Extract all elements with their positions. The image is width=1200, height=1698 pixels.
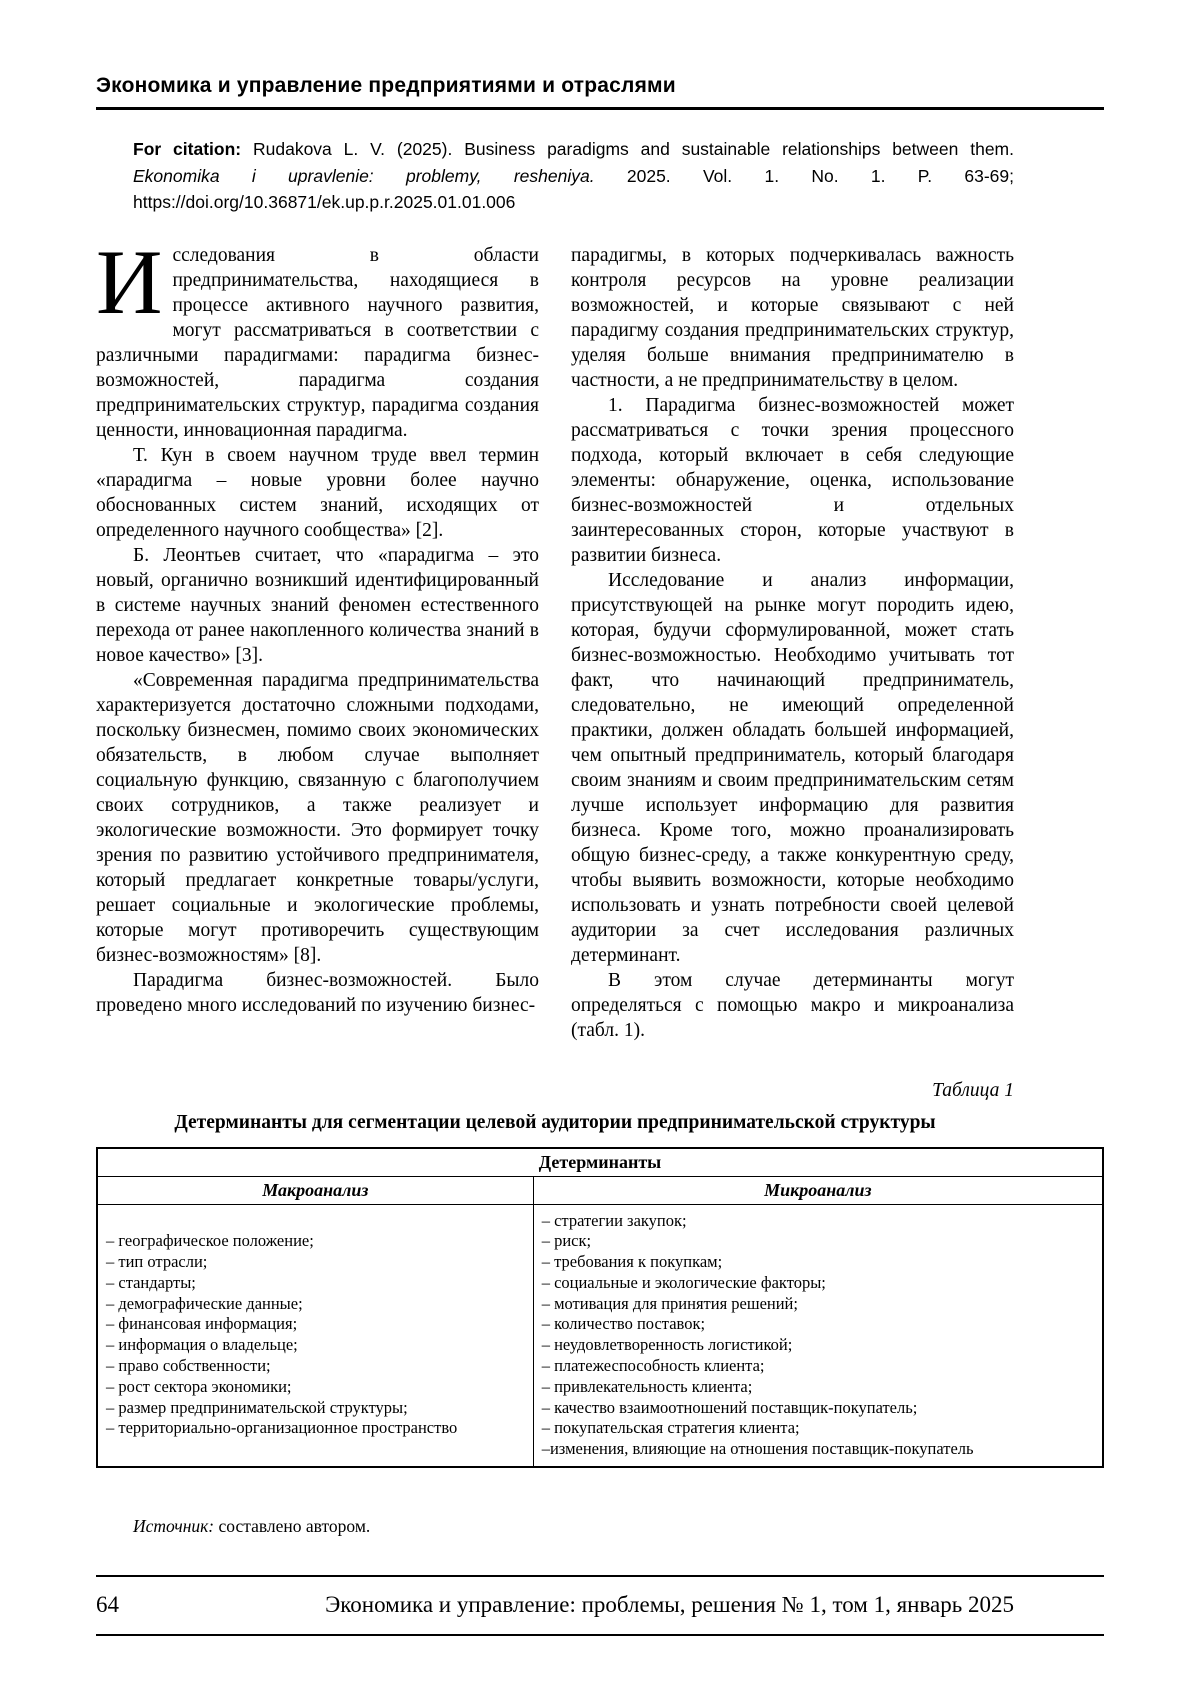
table-caption: Таблица 1 bbox=[932, 1079, 1014, 1101]
source-note bbox=[133, 1514, 1104, 1538]
table-list-item: – тип отрасли; bbox=[106, 1252, 208, 1272]
running-head: Экономика и управление предприятиями и отраслями bbox=[96, 74, 676, 97]
table-list-item: – стандарты; bbox=[106, 1272, 196, 1292]
table-list-item: – неудовлетворенность логистикой; bbox=[541, 1335, 793, 1355]
paragraph bbox=[96, 230, 539, 443]
table-list-item: – право собственности; bbox=[106, 1356, 271, 1376]
source-note-label: Источник: bbox=[133, 1516, 215, 1537]
table-list-item: – количество поставок; bbox=[541, 1314, 706, 1334]
citation-label: For citation: bbox=[133, 139, 242, 159]
paragraph: Исследование и анализ информации, присутствующей на рынке могут породить идею, которая, будучи сформулированной, может стать бизнес-возможностью. Необходимо учитывать тот факт, что начинающий предприниматель, следовательно, не имеющий определенной практики, должен обладать большей информацией, чем опытный предприниматель, который благодаря своим знаниям и своим предпринимательским сетям лучше использует информацию для развития бизнеса. Кроме того, можно проанализировать общую бизнес-среду, а также конкурентную среду, чтобы выявить возможности, которые необходимо использовать и узнать потребности своей целевой аудитории за счет исследования различных детерминант. bbox=[571, 569, 1014, 966]
column-header-macro: Макроанализ bbox=[97, 1176, 533, 1204]
table-title: Детерминанты для сегментации целевой аудитории предпринимательской структуры bbox=[174, 1111, 936, 1133]
citation-journal-title: Ekonomika i upravlenie: problemy, resheniya. bbox=[133, 165, 595, 186]
article-body bbox=[96, 230, 1014, 1043]
source-note-text: составлено автором. bbox=[218, 1516, 371, 1537]
paragraph: Б. Леонтьев считает, что «парадигма – это новый, органично возникший идентифицированный в системе научных знаний феномен естественного перехода от ранее накопленного количества знаний в новое качество» [3]. bbox=[96, 544, 539, 666]
doi-link[interactable]: https://doi.org/10.36871/ek.up.p.r.2025.01.01.006 bbox=[133, 192, 516, 212]
left-column bbox=[96, 230, 539, 1043]
table-list-item: – риск; bbox=[541, 1231, 592, 1251]
paragraph: Парадигма бизнес-возможностей. Было проведено много исследований по изучению бизнес- bbox=[96, 969, 539, 1016]
page-number: 64 bbox=[96, 1592, 119, 1617]
paragraph: парадигмы, в которых подчеркивалась важность контроля ресурсов на уровне реализации возможностей, и которые связывают с ней парадигму создания предпринимательских структур, уделяя больше внимания предпринимателю в частности, а не предпринимательству в целом. bbox=[571, 244, 1014, 391]
table-list-item: – демографические данные; bbox=[106, 1293, 303, 1313]
table-list-item: – социальные и экологические факторы; bbox=[541, 1272, 826, 1292]
table-list-item: – качество взаимоотношений поставщик-покупатель; bbox=[541, 1397, 918, 1417]
paragraph: «Современная парадигма предпринимательства характеризуется достаточно сложными подходами, поскольку бизнесмен, помимо своих экономических обязательств, в любом случае выполняет социальную функцию, связанную с благополучием своих сотрудников, а также реализует и экологические возможности. Это формирует точку зрения по развитию устойчивого предпринимателя, который предлагает конкретные товары/услуги, решает социальные и экологические проблемы, которые могут противоречить существующим бизнес-возможностям» [8]. bbox=[96, 669, 539, 966]
table-group-header: Детерминанты bbox=[97, 1148, 1103, 1177]
table-list-item: – привлекательность клиента; bbox=[541, 1376, 753, 1396]
table-list-item: – требования к покупкам; bbox=[541, 1252, 723, 1272]
table-row bbox=[97, 1204, 1103, 1467]
citation-text: Rudakova L. V. (2025). Business paradigms and sustainable relationships between them. bbox=[252, 139, 1014, 159]
table-list-item: – размер предпринимательской структуры; bbox=[106, 1397, 408, 1417]
micro-cell bbox=[533, 1204, 1103, 1467]
paragraph: 1. Парадигма бизнес-возможностей может рассматриваться с точки зрения процессного подхода, который включает в себя следующие элементы: обнаружение, оценка, использование бизнес-возможностей и отдельных заинтересованных сторон, которые участвуют в развитии бизнеса. bbox=[571, 394, 1014, 566]
citation-issue-info: 2025. Vol. 1. No. 1. P. 63-69; bbox=[626, 165, 1014, 186]
table-list-item: –изменения, влияющие на отношения поставщик-покупатель bbox=[541, 1439, 974, 1459]
table-list-item: – территориально-организационное пространство bbox=[106, 1418, 458, 1438]
footer-journal-line: Экономика и управление: проблемы, решения № 1, том 1, январь 2025 bbox=[325, 1592, 1014, 1617]
footer-row bbox=[96, 1577, 1014, 1634]
macro-cell bbox=[97, 1204, 533, 1467]
paragraph-text: сследования в области предпринимательства, находящиеся в процессе активного научного развития, могут рассматриваться в соответствии с различными парадигмами: парадигма бизнес-возможностей, парадигма создания предпринимательских структур, парадигма создания ценности, инновационная парадигма. bbox=[96, 244, 539, 441]
table-list-item: – географическое положение; bbox=[106, 1231, 314, 1251]
right-column bbox=[571, 243, 1014, 1043]
table-list-item: – рост сектора экономики; bbox=[106, 1376, 292, 1396]
drop-cap: И bbox=[96, 230, 163, 333]
header-rule bbox=[96, 107, 1104, 110]
paragraph: Т. Кун в своем научном труде ввел термин «парадигма – новые уровни более научно обоснованных систем знаний, исходящих от определенного научного сообщества» [2]. bbox=[96, 444, 539, 541]
page-footer bbox=[96, 1575, 1104, 1636]
table-list-item: – стратегии закупок; bbox=[541, 1210, 687, 1230]
citation-block bbox=[133, 136, 1014, 216]
paragraph: В этом случае детерминанты могут определяться с помощью макро и микроанализа (табл. 1). bbox=[571, 969, 1014, 1041]
determinants-table bbox=[96, 1147, 1104, 1469]
table-list-item: – покупательская стратегия клиента; bbox=[541, 1418, 800, 1438]
table-list-item: – информация о владельце; bbox=[106, 1335, 298, 1355]
column-header-micro: Микроанализ bbox=[533, 1176, 1103, 1204]
table-list-item: – финансовая информация; bbox=[106, 1314, 298, 1334]
table-list-item: – мотивация для принятия решений; bbox=[541, 1293, 798, 1313]
table-list-item: – платежеспособность клиента; bbox=[541, 1356, 765, 1376]
